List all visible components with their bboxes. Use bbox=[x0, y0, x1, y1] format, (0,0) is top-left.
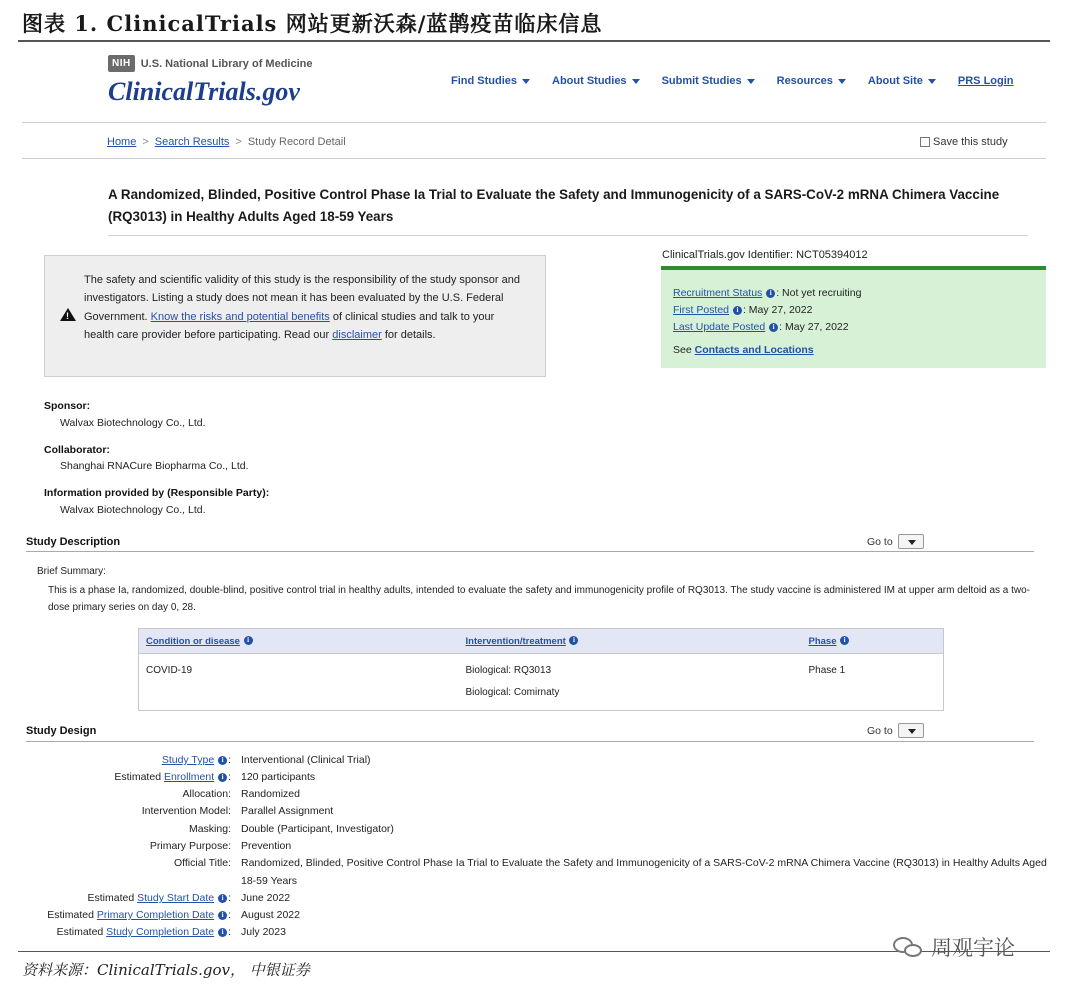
header-condition bbox=[139, 629, 459, 654]
design-label-text: Masking bbox=[188, 823, 229, 835]
study-description-heading: Study Description bbox=[26, 536, 121, 548]
design-row bbox=[0, 769, 1080, 785]
brief-summary-label: Brief Summary: bbox=[37, 566, 106, 577]
design-label: Primary Purpose: bbox=[149, 840, 231, 852]
header-divider bbox=[22, 122, 1046, 123]
nav-label: About Studies bbox=[552, 75, 627, 87]
first-posted bbox=[673, 304, 812, 316]
first-posted-value: : May 27, 2022 bbox=[742, 304, 813, 316]
info-icon[interactable]: i bbox=[766, 289, 775, 298]
design-label: Estimated Primary Completion Date i : bbox=[47, 909, 231, 921]
design-label: Estimated Study Start Date i : bbox=[87, 892, 231, 904]
header-condition-link[interactable]: Condition or disease bbox=[146, 635, 240, 647]
recruitment-status-link[interactable]: Recruitment Status bbox=[673, 287, 763, 299]
design-label: Masking: bbox=[188, 823, 231, 835]
nav-label: Submit Studies bbox=[661, 75, 742, 87]
table-row bbox=[139, 654, 944, 711]
section-divider bbox=[26, 551, 1034, 552]
responsible-party-label: Information provided by (Responsible Party): bbox=[44, 487, 270, 499]
design-value: 120 participants bbox=[241, 771, 316, 783]
design-label-link[interactable]: Study Type bbox=[161, 754, 215, 766]
contacts-line bbox=[673, 344, 814, 356]
info-icon[interactable]: i bbox=[733, 306, 742, 315]
caret-down-icon bbox=[838, 79, 846, 84]
design-value: Prevention bbox=[241, 840, 292, 852]
sponsor-label: Sponsor: bbox=[44, 400, 91, 412]
warning-icon: ! bbox=[60, 308, 76, 321]
design-row bbox=[0, 890, 1080, 906]
recruitment-status bbox=[673, 287, 861, 299]
nih-header bbox=[108, 55, 313, 72]
see-label: See bbox=[673, 344, 695, 356]
last-update-posted bbox=[673, 321, 849, 333]
study-title: A Randomized, Blinded, Positive Control Phase Ia Trial to Evaluate the Safety and Immunogenicity of a SARS-CoV-2 mRNA Chimera Vaccine (RQ3013) in Healthy Adults Aged 18-59 Years bbox=[108, 187, 1000, 224]
collaborator-label: Collaborator: bbox=[44, 444, 110, 456]
caret-down-icon bbox=[747, 79, 755, 84]
design-row bbox=[0, 786, 1080, 802]
nav-resources[interactable] bbox=[777, 75, 846, 87]
design-label-link[interactable]: Enrollment bbox=[163, 771, 215, 783]
info-icon[interactable]: i bbox=[218, 928, 227, 937]
nav-about-site[interactable] bbox=[868, 75, 936, 87]
info-icon[interactable]: i bbox=[218, 773, 227, 782]
study-design-heading: Study Design bbox=[26, 725, 97, 737]
disclaimer-text-part: The safety and scientific validity of this study is the responsibility of the study sponsor and investigators. Listing a study does not mean it has been evaluated by the U.S. Federal Government. bbox=[84, 274, 520, 323]
intervention-value: Biological: Comirnaty bbox=[465, 687, 560, 698]
watermark-text: 周观宇论 bbox=[931, 937, 1015, 960]
design-value: July 2023 bbox=[241, 926, 286, 938]
save-study-checkbox[interactable] bbox=[920, 137, 930, 147]
design-label: Official Title: bbox=[174, 857, 231, 869]
design-value: Interventional (Clinical Trial) bbox=[241, 754, 371, 766]
header-phase-link[interactable]: Phase bbox=[808, 635, 837, 647]
status-box bbox=[661, 266, 1046, 368]
breadcrumb-current: Study Record Detail bbox=[247, 136, 346, 148]
nav-about-studies[interactable] bbox=[552, 75, 640, 87]
nih-text: U.S. National Library of Medicine bbox=[140, 57, 313, 70]
design-label: Study Type i : bbox=[161, 754, 231, 766]
phase-cell bbox=[802, 654, 944, 711]
design-value: Double (Participant, Investigator) bbox=[241, 823, 394, 835]
design-label: Estimated Study Completion Date i : bbox=[56, 926, 231, 938]
risks-benefits-link[interactable]: Know the risks and potential benefits bbox=[150, 310, 330, 323]
goto-description[interactable] bbox=[867, 534, 924, 549]
design-value: June 2022 bbox=[241, 892, 291, 904]
brief-summary-text: This is a phase Ia, randomized, double-blind, positive control trial in healthy adults, intended to evaluate the safety and immunogenicity profile of RQ3013. The study vaccine is administered IM at upper arm deltoid as a two-dose primary series on day 0, 28. bbox=[48, 585, 1031, 613]
info-icon[interactable]: i bbox=[218, 911, 227, 920]
disclaimer-text bbox=[84, 271, 524, 344]
info-icon[interactable]: i bbox=[840, 636, 849, 645]
collaborator-value: Shanghai RNACure Biopharma Co., Ltd. bbox=[60, 460, 249, 472]
condition-cell bbox=[139, 654, 459, 711]
header-intervention-link[interactable]: Intervention/treatment bbox=[465, 635, 566, 647]
breadcrumb-search-results-link[interactable]: Search Results bbox=[154, 136, 230, 148]
breadcrumb-separator: > bbox=[235, 136, 242, 148]
first-posted-link[interactable]: First Posted bbox=[673, 304, 730, 316]
disclaimer-text-part: for details. bbox=[381, 328, 436, 341]
breadcrumb bbox=[107, 136, 346, 148]
design-value: August 2022 bbox=[241, 909, 300, 921]
goto-label: Go to bbox=[867, 724, 893, 737]
caret-down-icon bbox=[928, 79, 936, 84]
conditions-table bbox=[138, 628, 944, 711]
goto-dropdown-button[interactable] bbox=[898, 534, 924, 549]
design-row bbox=[0, 907, 1080, 923]
info-icon[interactable]: i bbox=[244, 636, 253, 645]
header-intervention bbox=[459, 629, 802, 654]
design-row bbox=[0, 752, 1080, 768]
prs-login-link[interactable]: PRS Login bbox=[957, 75, 1014, 87]
design-row bbox=[0, 838, 1080, 854]
design-value: Parallel Assignment bbox=[241, 805, 334, 817]
goto-dropdown-button[interactable] bbox=[898, 723, 924, 738]
disclaimer-text-part: of clinical studies and talk to your health care provider before participating. Read our bbox=[84, 310, 495, 341]
design-row bbox=[0, 855, 1080, 887]
info-icon[interactable]: i bbox=[769, 323, 778, 332]
design-label-text: Primary Purpose bbox=[149, 840, 229, 852]
disclaimer-link[interactable]: disclaimer bbox=[332, 328, 382, 341]
design-label-text: Estimated bbox=[87, 892, 138, 904]
nav-label: Find Studies bbox=[451, 75, 517, 87]
wechat-icon bbox=[893, 935, 925, 959]
design-label-text: Estimated bbox=[56, 926, 107, 938]
caret-down-icon bbox=[632, 79, 640, 84]
info-icon[interactable]: i bbox=[569, 636, 578, 645]
intervention-value: Biological: RQ3013 bbox=[465, 665, 552, 676]
responsible-party-value: Walvax Biotechnology Co., Ltd. bbox=[60, 504, 206, 516]
top-navigation bbox=[451, 75, 1014, 87]
study-identifier: ClinicalTrials.gov Identifier: NCT05394012 bbox=[662, 249, 868, 261]
design-label: Estimated Enrollment i : bbox=[114, 771, 231, 783]
design-label: Allocation: bbox=[182, 788, 231, 800]
table-header-row bbox=[139, 629, 944, 654]
nav-label: About Site bbox=[867, 75, 923, 87]
last-update-link[interactable]: Last Update Posted bbox=[673, 321, 766, 333]
design-label-text: Allocation bbox=[182, 788, 229, 800]
design-label: Intervention Model: bbox=[141, 805, 231, 817]
info-icon[interactable]: i bbox=[218, 756, 227, 765]
design-row bbox=[0, 803, 1080, 819]
save-study-toggle[interactable] bbox=[920, 136, 1008, 148]
caret-down-icon bbox=[522, 79, 530, 84]
contacts-locations-link[interactable]: Contacts and Locations bbox=[694, 344, 814, 356]
condition-value: COVID-19 bbox=[146, 665, 193, 676]
section-divider bbox=[26, 741, 1034, 742]
phase-value: Phase 1 bbox=[808, 665, 846, 676]
goto-design[interactable] bbox=[867, 723, 924, 738]
header-phase bbox=[802, 629, 944, 654]
info-icon[interactable]: i bbox=[218, 894, 227, 903]
disclaimer-box bbox=[44, 255, 546, 377]
breadcrumb-divider bbox=[22, 158, 1046, 159]
figure-source: 资料来源：ClinicalTrials.gov， 中银证券 bbox=[22, 961, 310, 979]
clinicaltrials-logo[interactable]: ClinicalTrials.gov bbox=[108, 77, 300, 106]
design-value: Randomized bbox=[241, 788, 300, 800]
nih-logo-icon: NIH bbox=[108, 55, 135, 72]
design-label-link[interactable]: Study Completion Date bbox=[106, 926, 215, 938]
nav-submit-studies[interactable] bbox=[662, 75, 755, 87]
figure-title: 图表 1. ClinicalTrials 网站更新沃森/蓝鹊疫苗临床信息 bbox=[22, 11, 603, 36]
breadcrumb-home-link[interactable]: Home bbox=[107, 136, 137, 148]
sponsor-value: Walvax Biotechnology Co., Ltd. bbox=[60, 417, 206, 429]
recruitment-status-value: : Not yet recruiting bbox=[776, 287, 862, 299]
design-label-text: Estimated bbox=[47, 909, 97, 921]
design-label-text: Estimated bbox=[114, 771, 164, 783]
design-label-text: Official Title bbox=[174, 857, 229, 869]
design-value: Randomized, Blinded, Positive Control Phase Ia Trial to Evaluate the Safety and Immunogenicity of a SARS-CoV-2 mRNA Chimera Vaccine (RQ3013) in Healthy Adults Aged 18-59 Years bbox=[241, 857, 1047, 887]
figure-title-rule bbox=[18, 40, 1050, 42]
nav-label: Resources bbox=[776, 75, 833, 87]
breadcrumb-separator: > bbox=[142, 136, 149, 148]
nav-find-studies[interactable] bbox=[451, 75, 530, 87]
title-divider bbox=[108, 235, 1028, 236]
design-label-link[interactable]: Primary Completion Date bbox=[96, 909, 215, 921]
watermark bbox=[893, 932, 1015, 962]
last-update-value: : May 27, 2022 bbox=[779, 321, 849, 333]
save-study-label: Save this study bbox=[933, 136, 1008, 148]
design-row bbox=[0, 821, 1080, 837]
design-label-link[interactable]: Study Start Date bbox=[137, 892, 215, 904]
design-label-text: Intervention Model bbox=[141, 805, 229, 817]
goto-label: Go to bbox=[867, 535, 893, 548]
intervention-cell bbox=[459, 654, 802, 711]
